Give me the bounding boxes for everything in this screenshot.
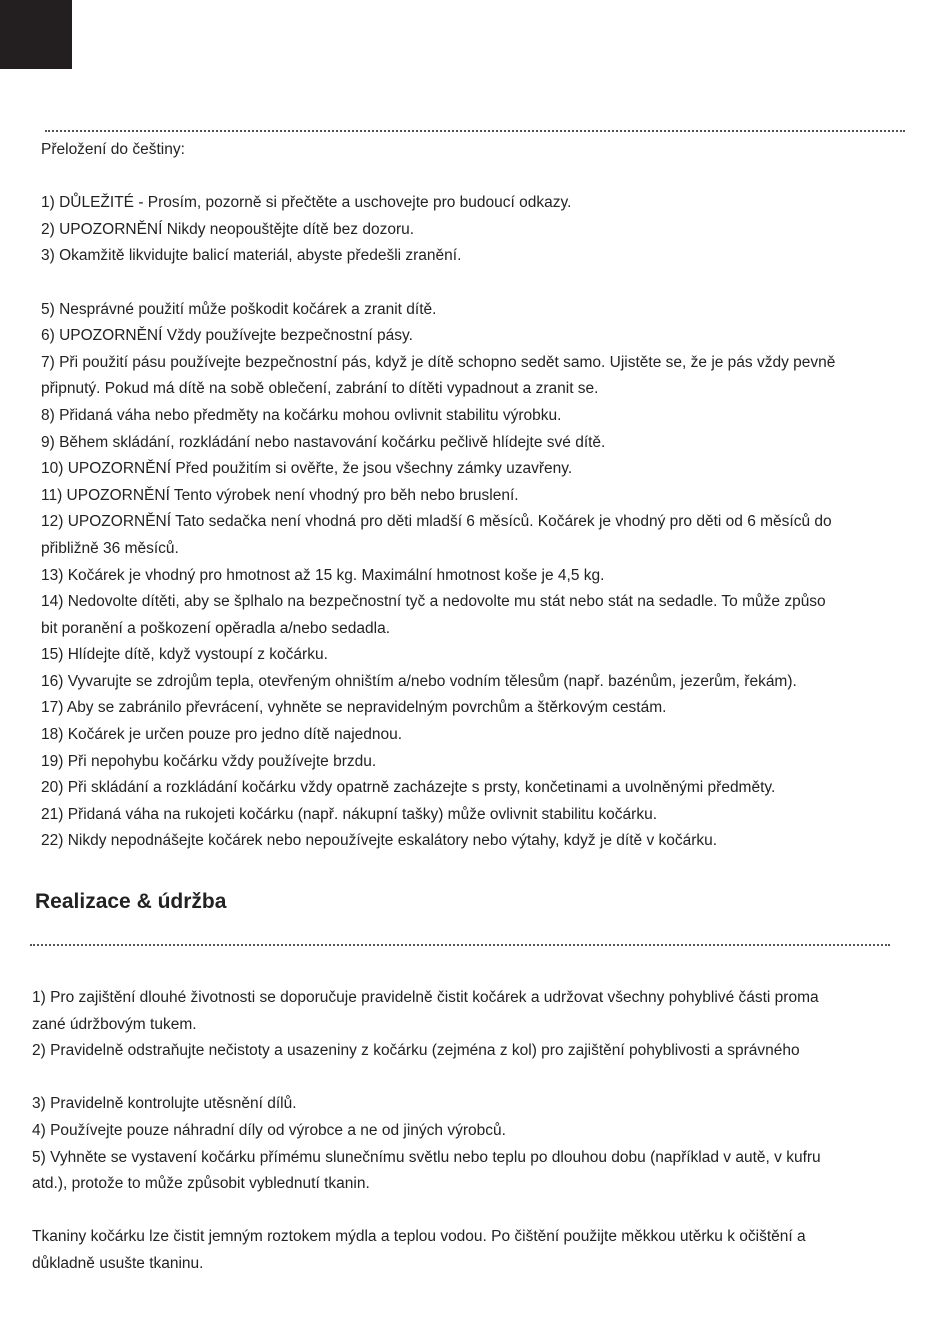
safety-line: 16) Vyvarujte se zdrojům tepla, otevřeným ohništím a/nebo vodním tělesům (např. bazénům, jezerům, řekám). xyxy=(41,672,797,690)
maintenance-line: 1) Pro zajištění dlouhé životnosti se doporučuje pravidelně čistit kočárek a udržovat všechny pohyblivé části proma xyxy=(32,989,819,1006)
safety-line: 9) Během skládání, rozkládání nebo nastavování kočárku pečlivě hlídejte své dítě. xyxy=(41,433,606,451)
maintenance-line: zané údržbovým tukem. xyxy=(32,1015,197,1033)
maintenance-line: 2) Pravidelně odstraňujte nečistoty a usazeniny z kočárku (zejména z kol) pro zajištění pohyblivosti a správného xyxy=(32,1042,800,1060)
safety-line: 5) Nesprávné použití může poškodit kočárek a zranit dítě. xyxy=(41,300,437,318)
safety-line: připnutý. Pokud má dítě na sobě oblečení, zabrání to dítěti vypadnout a zranit se. xyxy=(41,380,599,398)
safety-line: 17) Aby se zabránilo převrácení, vyhněte se nepravidelným povrchům a štěrkovým cestám. xyxy=(41,699,667,717)
safety-line: 19) Při nepohybu kočárku vždy používejte brzdu. xyxy=(41,752,377,770)
safety-line: 3) Okamžitě likvidujte balicí materiál, abyste předešli zranění. xyxy=(41,247,462,265)
safety-line: 7) Při použití pásu používejte bezpečnostní pás, když je dítě schopno sedět samo. Ujistěte se, že je pás vždy pevně xyxy=(41,353,836,371)
translation-label: Přeložení do češtiny: xyxy=(41,141,185,158)
safety-line: 6) UPOZORNĚNÍ Vždy používejte bezpečnostní pásy. xyxy=(41,327,413,345)
maintenance-line: 3) Pravidelně kontrolujte utěsnění dílů. xyxy=(32,1095,297,1113)
safety-line: 18) Kočárek je určen pouze pro jedno dítě najednou. xyxy=(41,726,403,744)
safety-line: 15) Hlídejte dítě, když vystoupí z kočárku. xyxy=(41,646,328,664)
spacer xyxy=(32,1065,821,1092)
safety-line: 12) UPOZORNĚNÍ Tato sedačka není vhodná pro děti mladší 6 měsíců. Kočárek je vhodný pro děti od 6 měsíců do xyxy=(41,513,832,531)
safety-line: 10) UPOZORNĚNÍ Před použitím si ověřte, že jsou všechny zámky uzavřeny. xyxy=(41,460,573,478)
safety-line: 2) UPOZORNĚNÍ Nikdy neopouštějte dítě bez dozoru. xyxy=(41,220,415,238)
maintenance-heading: Realizace & údržba xyxy=(35,890,227,913)
corner-block xyxy=(0,0,72,69)
maintenance-line: 5) Vyhněte se vystavení kočárku přímému slunečnímu světlu nebo teplu po dlouhou dobu (například v autě, v kufru xyxy=(32,1148,821,1166)
spacer xyxy=(41,270,835,297)
safety-line: 11) UPOZORNĚNÍ Tento výrobek není vhodný pro běh nebo bruslení. xyxy=(41,486,519,504)
safety-line: 20) Při skládání a rozkládání kočárku vždy opatrně zacházejte s prsty, končetinami a uvolněnými předměty. xyxy=(41,779,776,797)
spacer xyxy=(32,1198,821,1225)
safety-instructions xyxy=(41,137,835,855)
spacer xyxy=(41,164,835,191)
top-dotted-divider xyxy=(45,130,905,132)
maintenance-line: Tkaniny kočárku lze čistit jemným roztokem mýdla a teplou vodou. Po čištění použijte měkkou utěrku k očištění a xyxy=(32,1228,806,1246)
bottom-dotted-divider xyxy=(30,944,890,946)
safety-line: 13) Kočárek je vhodný pro hmotnost až 15 kg. Maximální hmotnost koše je 4,5 kg. xyxy=(41,566,605,584)
safety-line: přibližně 36 měsíců. xyxy=(41,539,179,557)
safety-line: 21) Přidaná váha na rukojeti kočárku (např. nákupní tašky) může ovlivnit stabilitu kočárku. xyxy=(41,805,657,823)
safety-line: 22) Nikdy nepodnášejte kočárek nebo nepoužívejte eskalátory nebo výtahy, když je dítě v kočárku. xyxy=(41,832,718,850)
maintenance-line: atd.), protože to může způsobit vyblednutí tkanin. xyxy=(32,1175,370,1193)
safety-line: 14) Nedovolte dítěti, aby se šplhalo na bezpečnostní tyč a nedovolte mu stát nebo stát na sedadle. To může způso xyxy=(41,593,826,611)
safety-line: 8) Přidaná váha nebo předměty na kočárku mohou ovlivnit stabilitu výrobku. xyxy=(41,406,562,424)
maintenance-instructions xyxy=(32,985,821,1278)
safety-line: bit poranění a poškození opěradla a/nebo sedadla. xyxy=(41,619,391,637)
maintenance-line: 4) Používejte pouze náhradní díly od výrobce a ne od jiných výrobců. xyxy=(32,1121,506,1139)
safety-line: 1) DŮLEŽITÉ - Prosím, pozorně si přečtěte a uschovejte pro budoucí odkazy. xyxy=(41,194,572,212)
maintenance-line: důkladně usušte tkaninu. xyxy=(32,1254,204,1272)
